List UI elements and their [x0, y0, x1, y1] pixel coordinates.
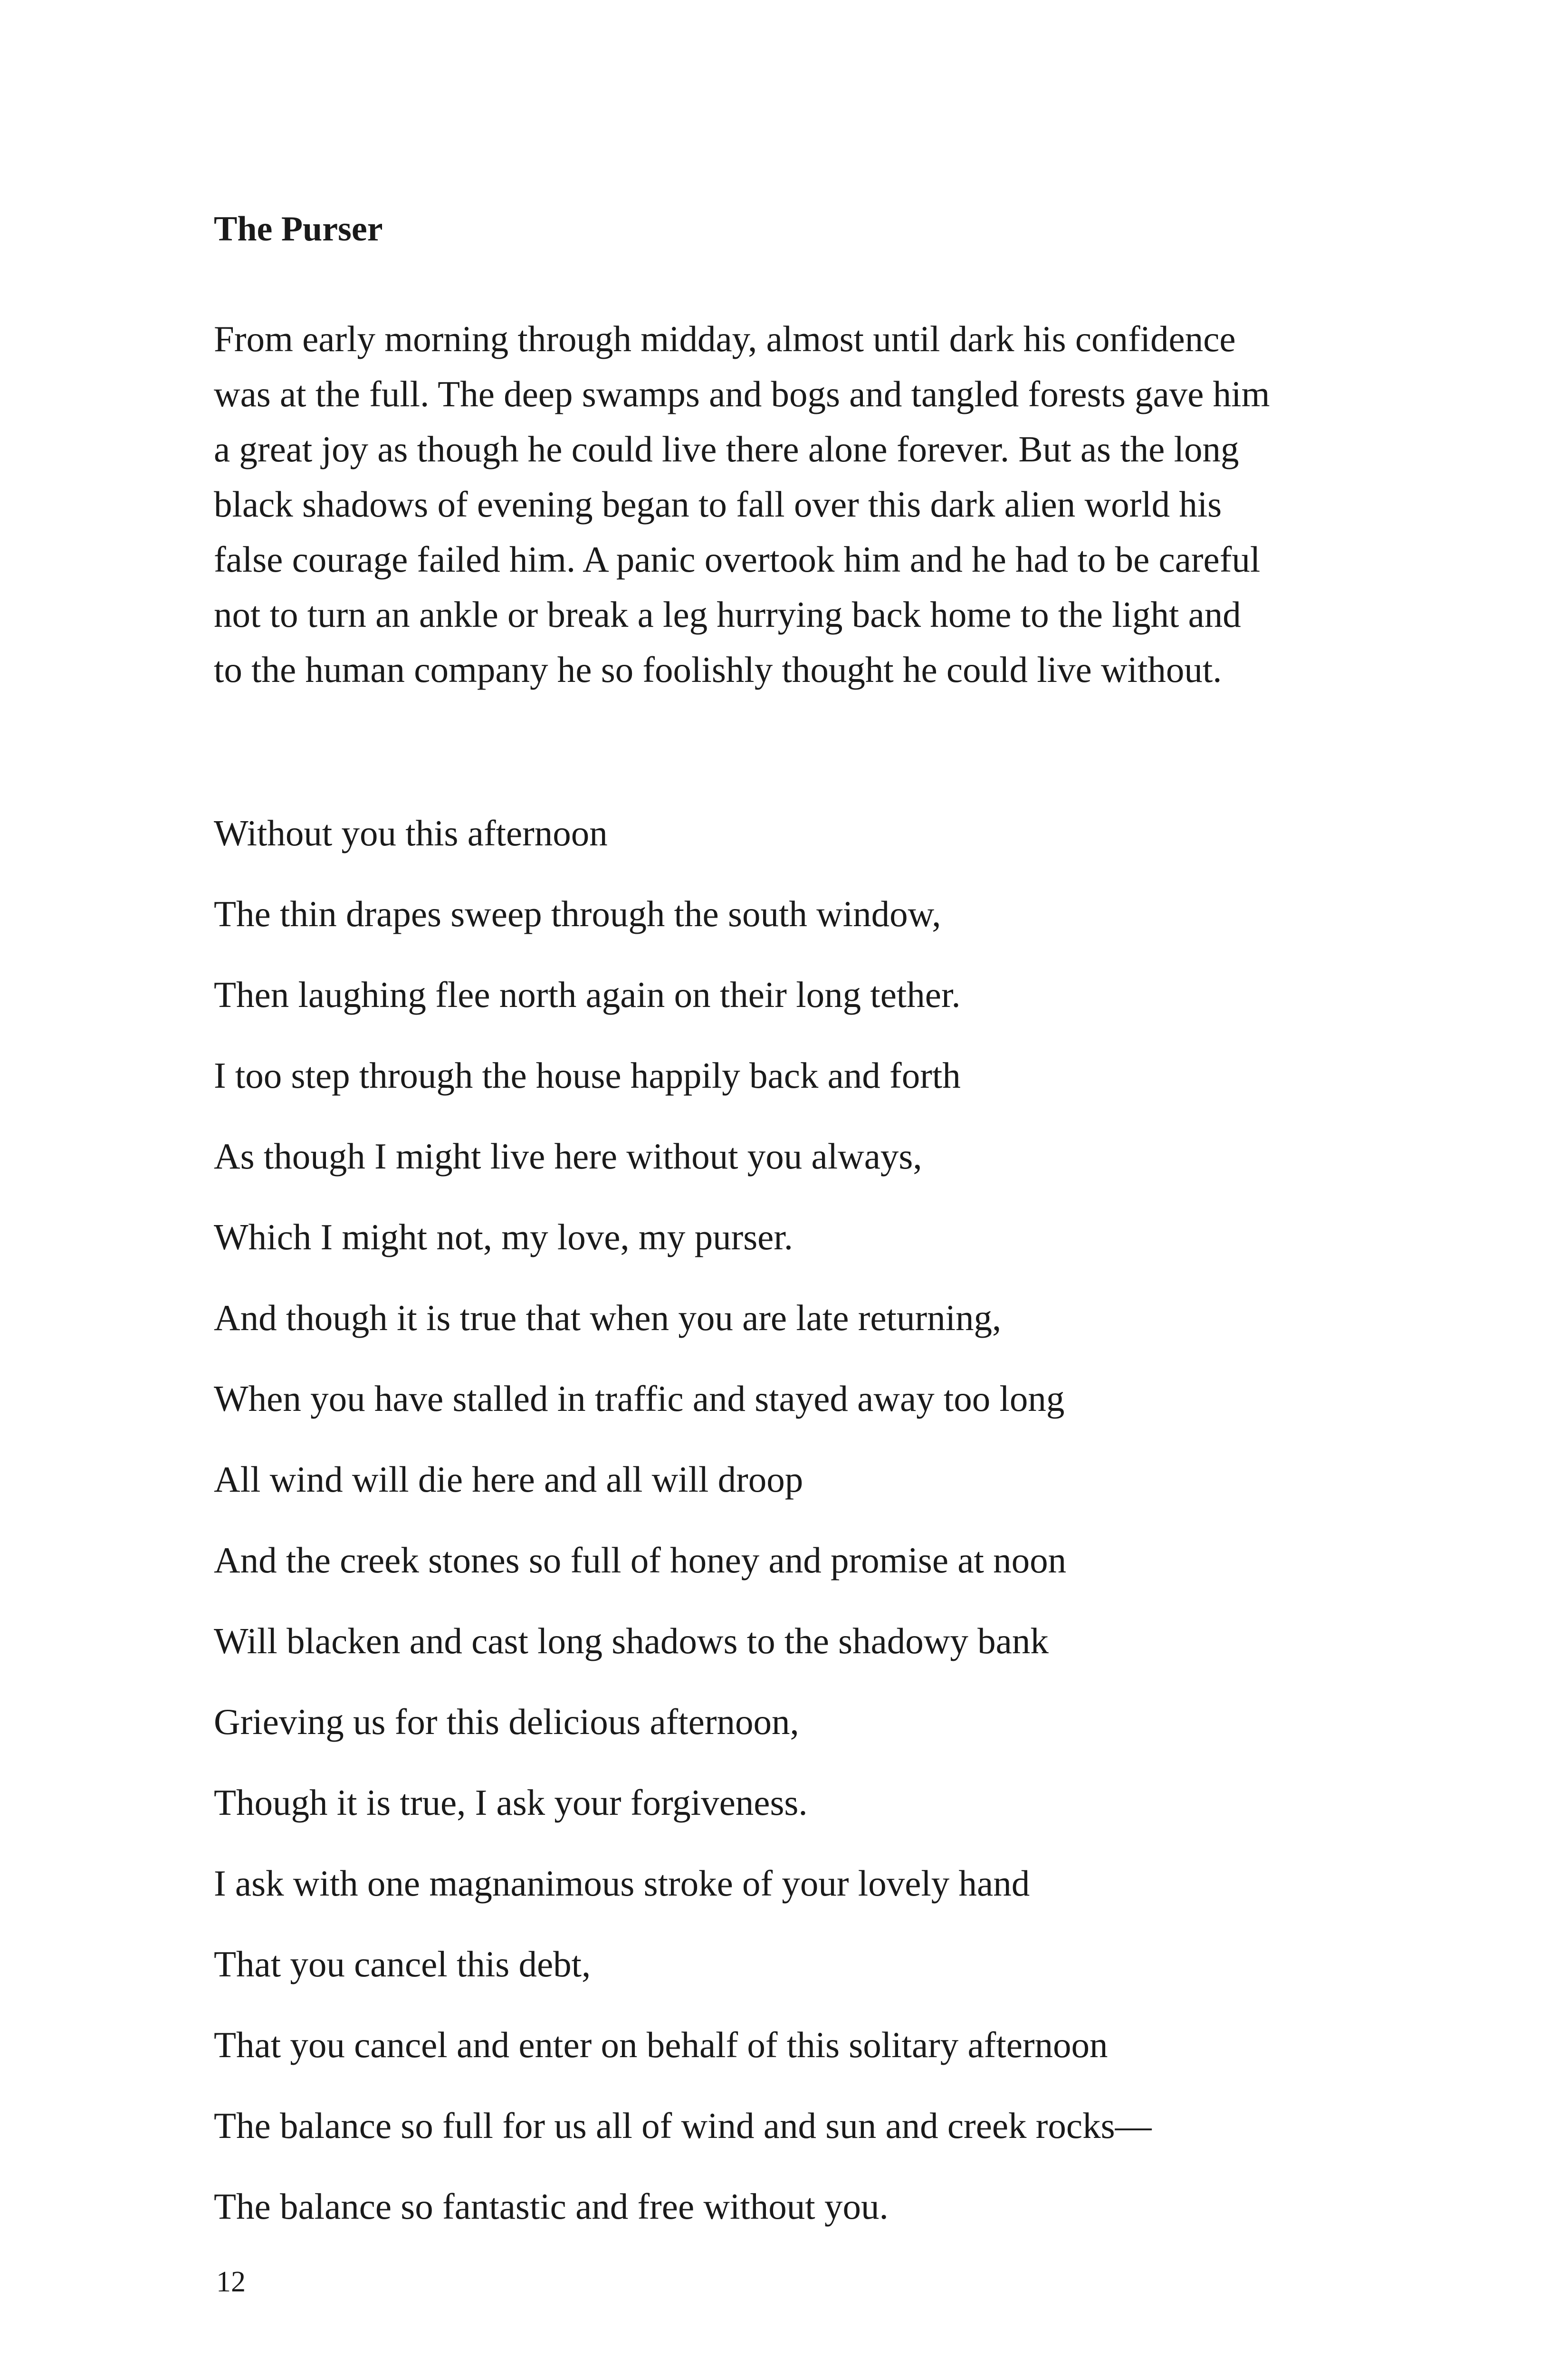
prose-line: a great joy as though he could live there alone forever. But as the long	[214, 429, 1239, 469]
poem-line: That you cancel and enter on behalf of this solitary afternoon	[214, 2024, 1108, 2065]
poem-line: Though it is true, I ask your forgiveness.	[214, 1782, 808, 1823]
prose-line: black shadows of evening began to fall over this dark alien world his	[214, 484, 1222, 525]
poem-line: I ask with one magnanimous stroke of your lovely hand	[214, 1863, 1030, 1904]
poem-line: The thin drapes sweep through the south window,	[214, 893, 941, 934]
poem-stanza	[214, 793, 1449, 2247]
prose-line: was at the full. The deep swamps and bogs and tangled forests gave him	[214, 374, 1270, 414]
prose-paragraph	[214, 311, 1378, 697]
poem-line: And though it is true that when you are late returning,	[214, 1297, 1002, 1338]
prose-line: From early morning through midday, almost until dark his confidence	[214, 318, 1236, 359]
poem-title: The Purser	[214, 210, 383, 249]
poem-line: Will blacken and cast long shadows to the shadowy bank	[214, 1620, 1049, 1661]
prose-line: to the human company he so foolishly thought he could live without.	[214, 649, 1222, 690]
poem-line: I too step through the house happily back and forth	[214, 1055, 961, 1096]
poem-line: As though I might live here without you always,	[214, 1136, 922, 1177]
poem-line: That you cancel this debt,	[214, 1944, 591, 1984]
poem-line: The balance so fantastic and free without you.	[214, 2186, 889, 2227]
poem-line: When you have stalled in traffic and stayed away too long	[214, 1378, 1065, 1419]
poem-line: All wind will die here and all will droop	[214, 1459, 803, 1500]
poem-line: And the creek stones so full of honey and promise at noon	[214, 1540, 1067, 1581]
poem-line: Then laughing flee north again on their long tether.	[214, 974, 961, 1015]
prose-line: false courage failed him. A panic overtook him and he had to be careful	[214, 539, 1261, 580]
poem-line: The balance so full for us all of wind and sun and creek rocks—	[214, 2105, 1152, 2146]
page-number: 12	[216, 2266, 246, 2298]
poem-line: Without you this afternoon	[214, 813, 608, 853]
poem-line: Grieving us for this delicious afternoon,	[214, 1701, 799, 1742]
prose-line: not to turn an ankle or break a leg hurrying back home to the light and	[214, 594, 1241, 635]
poem-line: Which I might not, my love, my purser.	[214, 1217, 793, 1257]
